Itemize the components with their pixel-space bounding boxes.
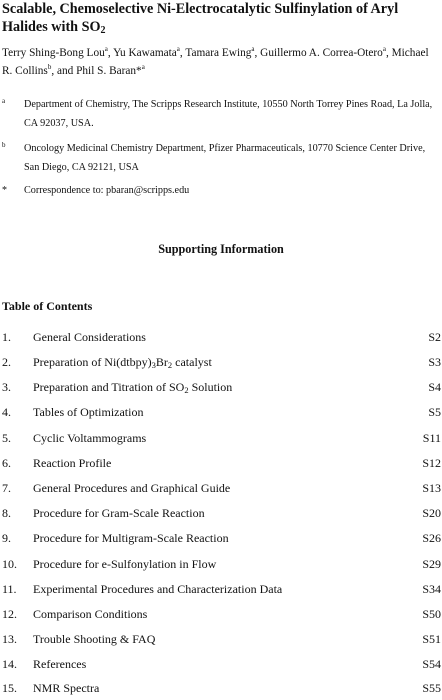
toc-title: Trouble Shooting & FAQ xyxy=(33,632,156,646)
toc-page-number: S29 xyxy=(422,557,441,571)
toc-page-number: S55 xyxy=(422,681,441,695)
toc-entry[interactable] xyxy=(2,678,441,698)
toc-page-number: S3 xyxy=(428,355,441,369)
toc-title xyxy=(33,377,232,397)
toc-page-number: S54 xyxy=(422,657,441,671)
toc-title xyxy=(33,352,212,372)
title-line-2-main: Halides with SO xyxy=(2,19,101,35)
toc-page-number: S50 xyxy=(422,607,441,621)
author-list: Terry Shing-Bong Lou$^a$, Yu Kawamata$^a$, Tamara Ewing$^a$, Guillermo A. Correa-Otero$^a$, Michael R. Collins$^b$, and Phil S. Baran*$^a$ xyxy=(2,45,429,77)
author-affiliation-mark: a xyxy=(104,45,108,53)
toc-page-number: S20 xyxy=(422,506,441,520)
toc-title: Procedure for e-Sulfonylation in Flow xyxy=(33,557,217,571)
toc-title-text: Preparation of Ni(dtbpy) xyxy=(33,355,152,369)
toc-page-number: S4 xyxy=(428,380,441,394)
toc-page-number: S51 xyxy=(422,632,441,646)
correspondence-text: Correspondence to: pbaran@scripps.edu xyxy=(24,185,190,196)
author-affiliation-mark: a xyxy=(141,63,145,71)
toc-number: 1. xyxy=(2,330,11,344)
toc-title: Comparison Conditions xyxy=(33,607,148,621)
correspondence xyxy=(2,181,438,200)
toc-title-text: Br xyxy=(155,355,168,369)
toc-title: General Considerations xyxy=(33,330,146,344)
author-affiliation-mark: a xyxy=(251,45,255,53)
toc-page-number: S13 xyxy=(422,481,441,495)
toc-page-number: S5 xyxy=(428,405,441,419)
toc-number: 14. xyxy=(2,657,17,671)
paper-title xyxy=(2,0,438,36)
toc-title-subscript: 2 xyxy=(184,385,189,395)
toc-number: 3. xyxy=(2,380,11,394)
affiliation-line: Department of Chemistry, The Scripps Research Institute, 10550 North Torrey Pines Road, La Jolla, xyxy=(24,99,433,110)
toc-number: 2. xyxy=(2,355,11,369)
title-line-2 xyxy=(2,18,438,36)
author: Terry Shing-Bong Lou xyxy=(2,47,105,59)
toc-title: NMR Spectra xyxy=(33,681,100,695)
toc-entry[interactable] xyxy=(2,579,441,599)
toc-number: 7. xyxy=(2,481,11,495)
toc-entry[interactable] xyxy=(2,554,441,574)
toc-number: 9. xyxy=(2,531,11,545)
author: Guillermo A. Correa-Otero xyxy=(260,47,383,59)
toc-entry[interactable] xyxy=(2,528,441,548)
toc-entry[interactable] xyxy=(2,654,441,674)
author: Michael R. Collins xyxy=(2,47,429,77)
toc-title: Tables of Optimization xyxy=(33,405,144,419)
toc-entry[interactable] xyxy=(2,352,441,372)
toc-entry[interactable] xyxy=(2,377,441,397)
toc-entry[interactable] xyxy=(2,629,441,649)
toc-entry[interactable] xyxy=(2,402,441,422)
affiliation-mark: b xyxy=(2,141,6,149)
toc-title-text: catalyst xyxy=(172,355,212,369)
toc-number: 10. xyxy=(2,557,17,571)
affiliation-mark: a xyxy=(2,97,6,105)
toc-number: 6. xyxy=(2,456,11,470)
toc-entry[interactable] xyxy=(2,503,441,523)
toc-page-number: S26 xyxy=(422,531,441,545)
title-subscript: 2 xyxy=(100,25,106,36)
toc-entry[interactable] xyxy=(2,453,441,473)
toc-page-number: S34 xyxy=(422,582,441,596)
author-affiliation-mark: a xyxy=(176,45,180,53)
toc-title: Experimental Procedures and Characterization Data xyxy=(33,582,283,596)
toc-page-number: S11 xyxy=(422,431,441,445)
supporting-information-heading: Supporting Information xyxy=(158,242,284,256)
toc-title: Cyclic Voltammograms xyxy=(33,431,147,445)
toc-title-subscript: 3 xyxy=(151,360,156,370)
table-of-contents-heading: Table of Contents xyxy=(2,299,93,313)
toc-page-number: S12 xyxy=(422,456,441,470)
toc-number: 15. xyxy=(2,681,17,695)
toc-entry[interactable] xyxy=(2,604,441,624)
toc-number: 4. xyxy=(2,405,11,419)
title-line-1: Scalable, Chemoselective Ni-Electrocatalytic Sulfinylation of Aryl xyxy=(2,1,399,17)
toc-title: General Procedures and Graphical Guide xyxy=(33,481,231,495)
toc-number: 13. xyxy=(2,632,17,646)
toc-number: 8. xyxy=(2,506,11,520)
toc-title-text: Preparation and Titration of SO xyxy=(33,380,185,394)
affiliation-line: CA 92037, USA. xyxy=(24,118,94,129)
toc-number: 11. xyxy=(2,582,17,596)
toc-title-subscript: 2 xyxy=(167,360,173,370)
toc-page-number: S2 xyxy=(428,330,441,344)
author: Phil S. Baran* xyxy=(76,65,142,77)
toc-entry[interactable] xyxy=(2,478,441,498)
affiliation-line: San Diego, CA 92121, USA xyxy=(24,162,139,173)
affiliation-line: Oncology Medicinal Chemistry Department, Pfizer Pharmaceuticals, 10770 Science Center Drive, xyxy=(24,143,426,154)
correspondence-mark: * xyxy=(2,185,7,196)
toc-entry[interactable] xyxy=(2,327,441,347)
author-affiliation-mark: b xyxy=(47,63,52,71)
toc-title-text: Solution xyxy=(188,380,233,394)
author: Tamara Ewing xyxy=(185,47,252,59)
affiliation-a xyxy=(2,95,438,133)
toc-title: Procedure for Multigram-Scale Reaction xyxy=(33,531,229,545)
author-affiliation-mark: a xyxy=(382,45,386,53)
toc-title: References xyxy=(33,657,87,671)
toc-title: Procedure for Gram-Scale Reaction xyxy=(33,506,205,520)
affiliation-b xyxy=(2,139,438,177)
toc-entry[interactable] xyxy=(2,428,441,448)
toc-number: 12. xyxy=(2,607,17,621)
toc-number: 5. xyxy=(2,431,11,445)
author: Yu Kawamata xyxy=(113,47,177,59)
toc-title: Reaction Profile xyxy=(33,456,112,470)
